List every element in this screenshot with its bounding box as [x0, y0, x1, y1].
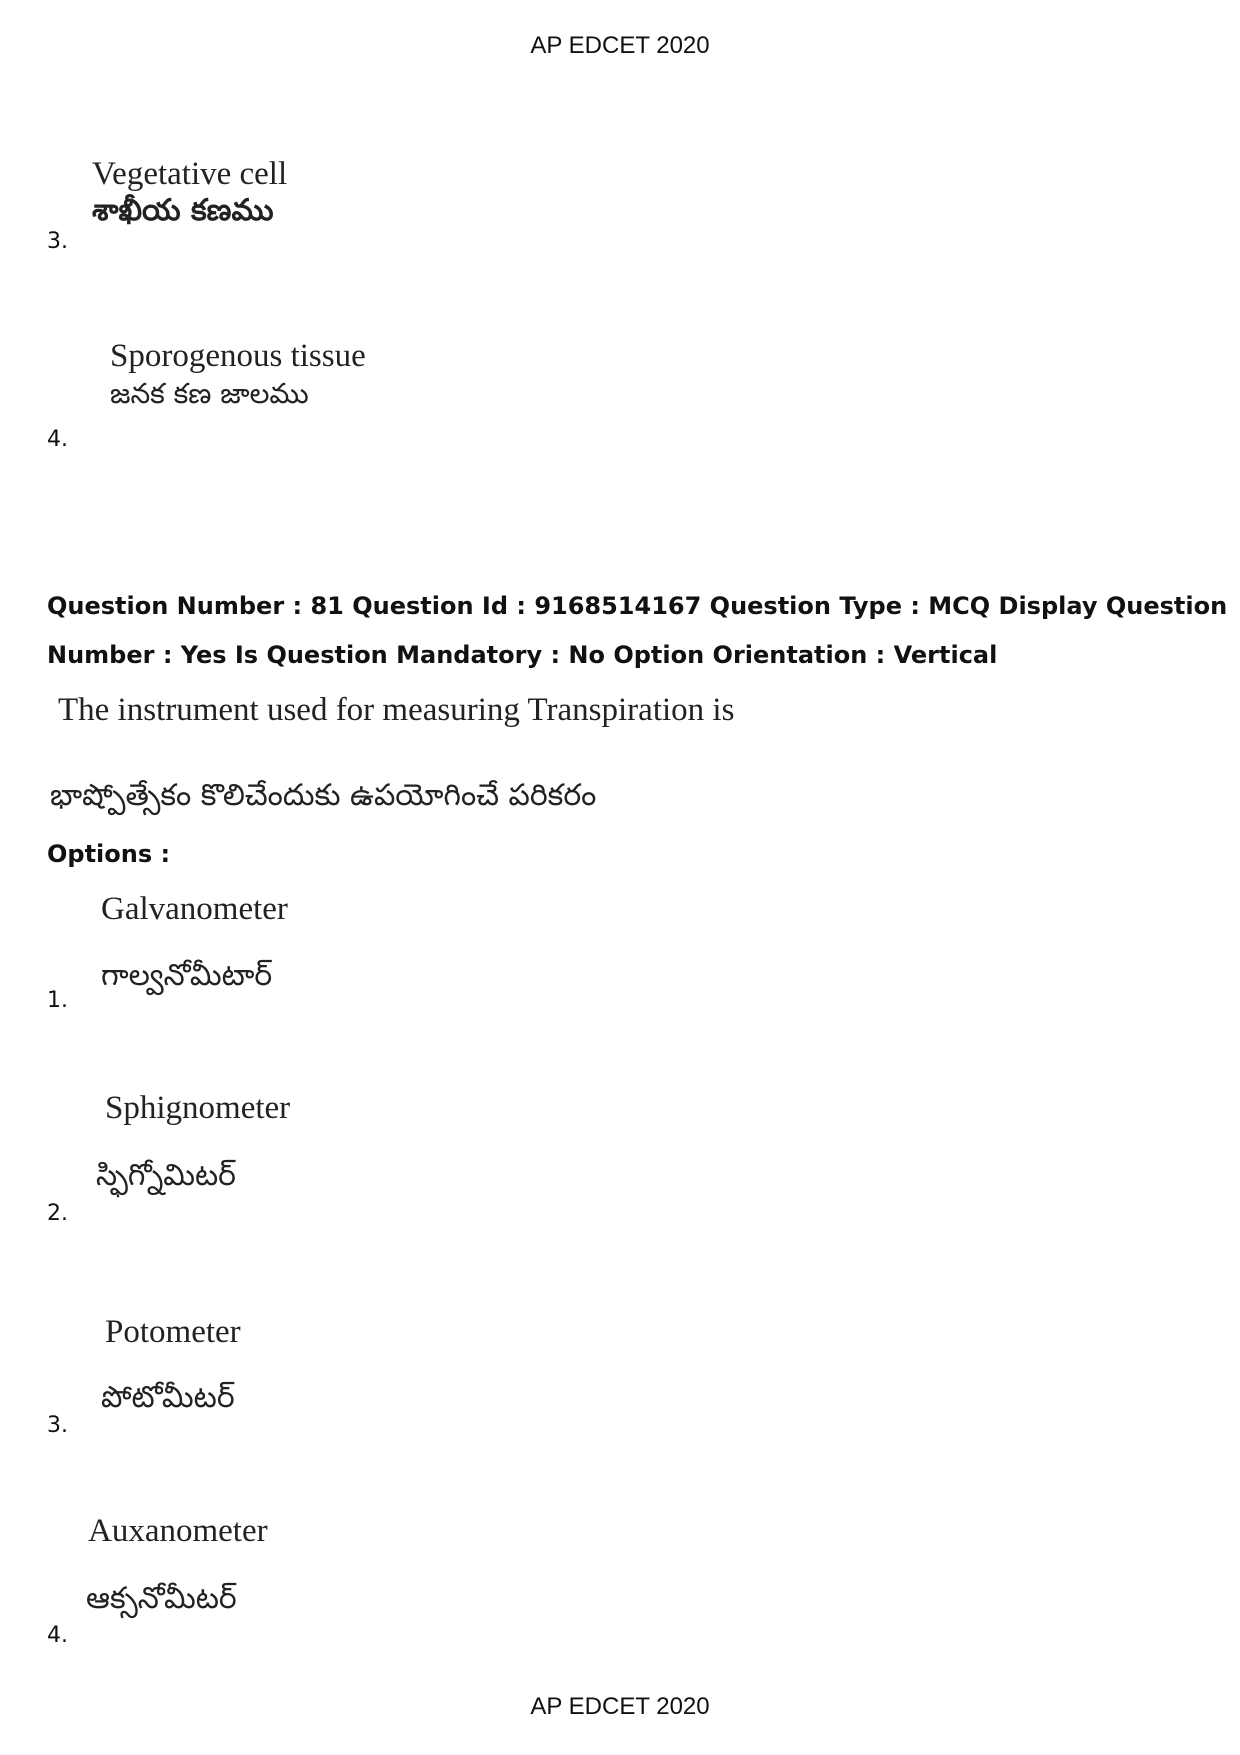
prev-option-3-english: Vegetative cell	[92, 156, 288, 192]
question-text-telugu: భాష్పోత్సేకం కొలిచేందుకు ఉపయోగించే పరికరం	[50, 778, 597, 813]
option-3-number: 3.	[47, 1413, 68, 1438]
page-header: AP EDCET 2020	[530, 32, 710, 59]
option-1-english: Galvanometer	[101, 891, 288, 927]
option-3-telugu: పోటోమీటర్	[101, 1380, 235, 1415]
option-2-english: Sphignometer	[105, 1090, 291, 1126]
option-2-telugu: స్ఫిగ్నోమిటర్	[96, 1158, 236, 1193]
option-4-number: 4.	[47, 1623, 68, 1648]
question-text-english: The instrument used for measuring Transpiration is	[58, 692, 735, 728]
option-1-number: 1.	[47, 988, 68, 1013]
option-1-telugu: గాల్వనోమీటార్	[101, 958, 273, 993]
page-footer: AP EDCET 2020	[530, 1693, 710, 1720]
prev-option-4-english: Sporogenous tissue	[110, 338, 366, 374]
option-2-number: 2.	[47, 1201, 68, 1226]
prev-option-3-telugu: శాఖీయ కణము	[92, 193, 274, 228]
option-4-telugu: ఆక్సనోమీటర్	[86, 1581, 237, 1616]
prev-option-3-number: 3.	[47, 229, 68, 254]
prev-option-4-number: 4.	[47, 427, 68, 452]
question-meta-line-1: Question Number : 81 Question Id : 9168514167 Question Type : MCQ Display Question	[47, 592, 1228, 620]
options-label: Options :	[47, 840, 171, 868]
prev-option-4-telugu: జనక కణ జాలము	[110, 377, 309, 410]
option-4-english: Auxanometer	[88, 1513, 268, 1549]
option-3-english: Potometer	[105, 1314, 241, 1350]
question-meta-line-2: Number : Yes Is Question Mandatory : No Option Orientation : Vertical	[47, 641, 998, 669]
